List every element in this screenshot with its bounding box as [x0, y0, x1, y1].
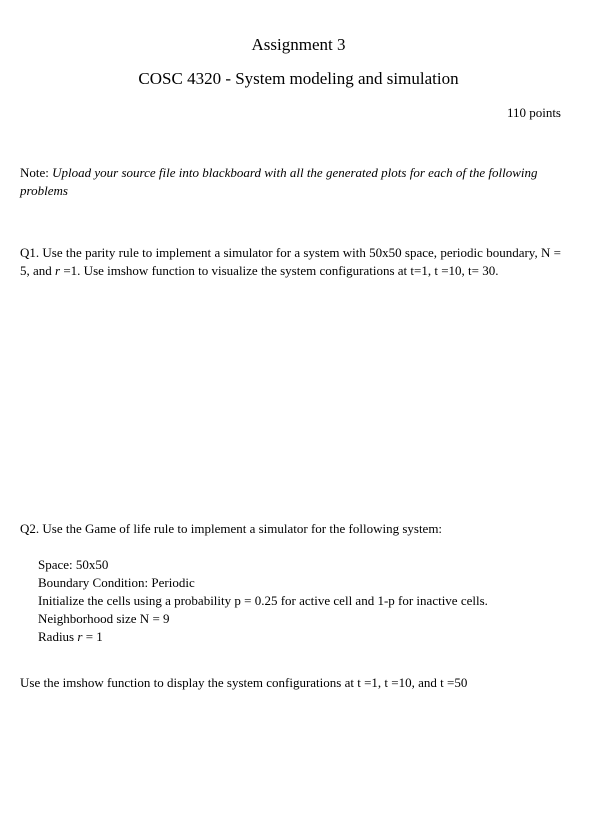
spec-radius-value: = 1 [82, 629, 103, 644]
question-2-intro: Q2. Use the Game of life rule to implement a simulator for the following system: [20, 521, 443, 536]
course-title: COSC 4320 - System modeling and simulation [138, 69, 459, 88]
spec-space: Space: 50x50 [38, 557, 109, 572]
spec-radius-label: Radius [38, 629, 78, 644]
spec-radius [38, 628, 488, 646]
q1-r-symbol: r [55, 263, 61, 278]
spec-radius-symbol: r [77, 629, 83, 644]
q1-text-post: =1. Use imshow function to visualize the system configurations at t=1, t =10, t= 30. [60, 263, 499, 278]
spec-boundary: Boundary Condition: Periodic [38, 575, 195, 590]
q1-text-pre: Q1. Use the parity rule to implement a simulator for a system with 50x50 space, periodic boundary, N = 5, and [20, 245, 561, 278]
spec-neighborhood: Neighborhood size N = 9 [38, 611, 170, 626]
note-text: Upload your source file into blackboard with all the generated plots for each of the following problems [20, 165, 538, 198]
question-2-spec-list [38, 556, 488, 646]
spec-initialization: Initialize the cells using a probability p = 0.25 for active cell and 1-p for inactive cells. [38, 593, 488, 608]
question-1 [20, 244, 561, 280]
assignment-title: Assignment 3 [251, 35, 346, 54]
question-2-closing: Use the imshow function to display the system configurations at t =1, t =10, and t =50 [20, 675, 468, 690]
note-paragraph [20, 164, 561, 200]
points-label: 110 points [506, 105, 561, 120]
note-label: Note: [20, 165, 53, 180]
